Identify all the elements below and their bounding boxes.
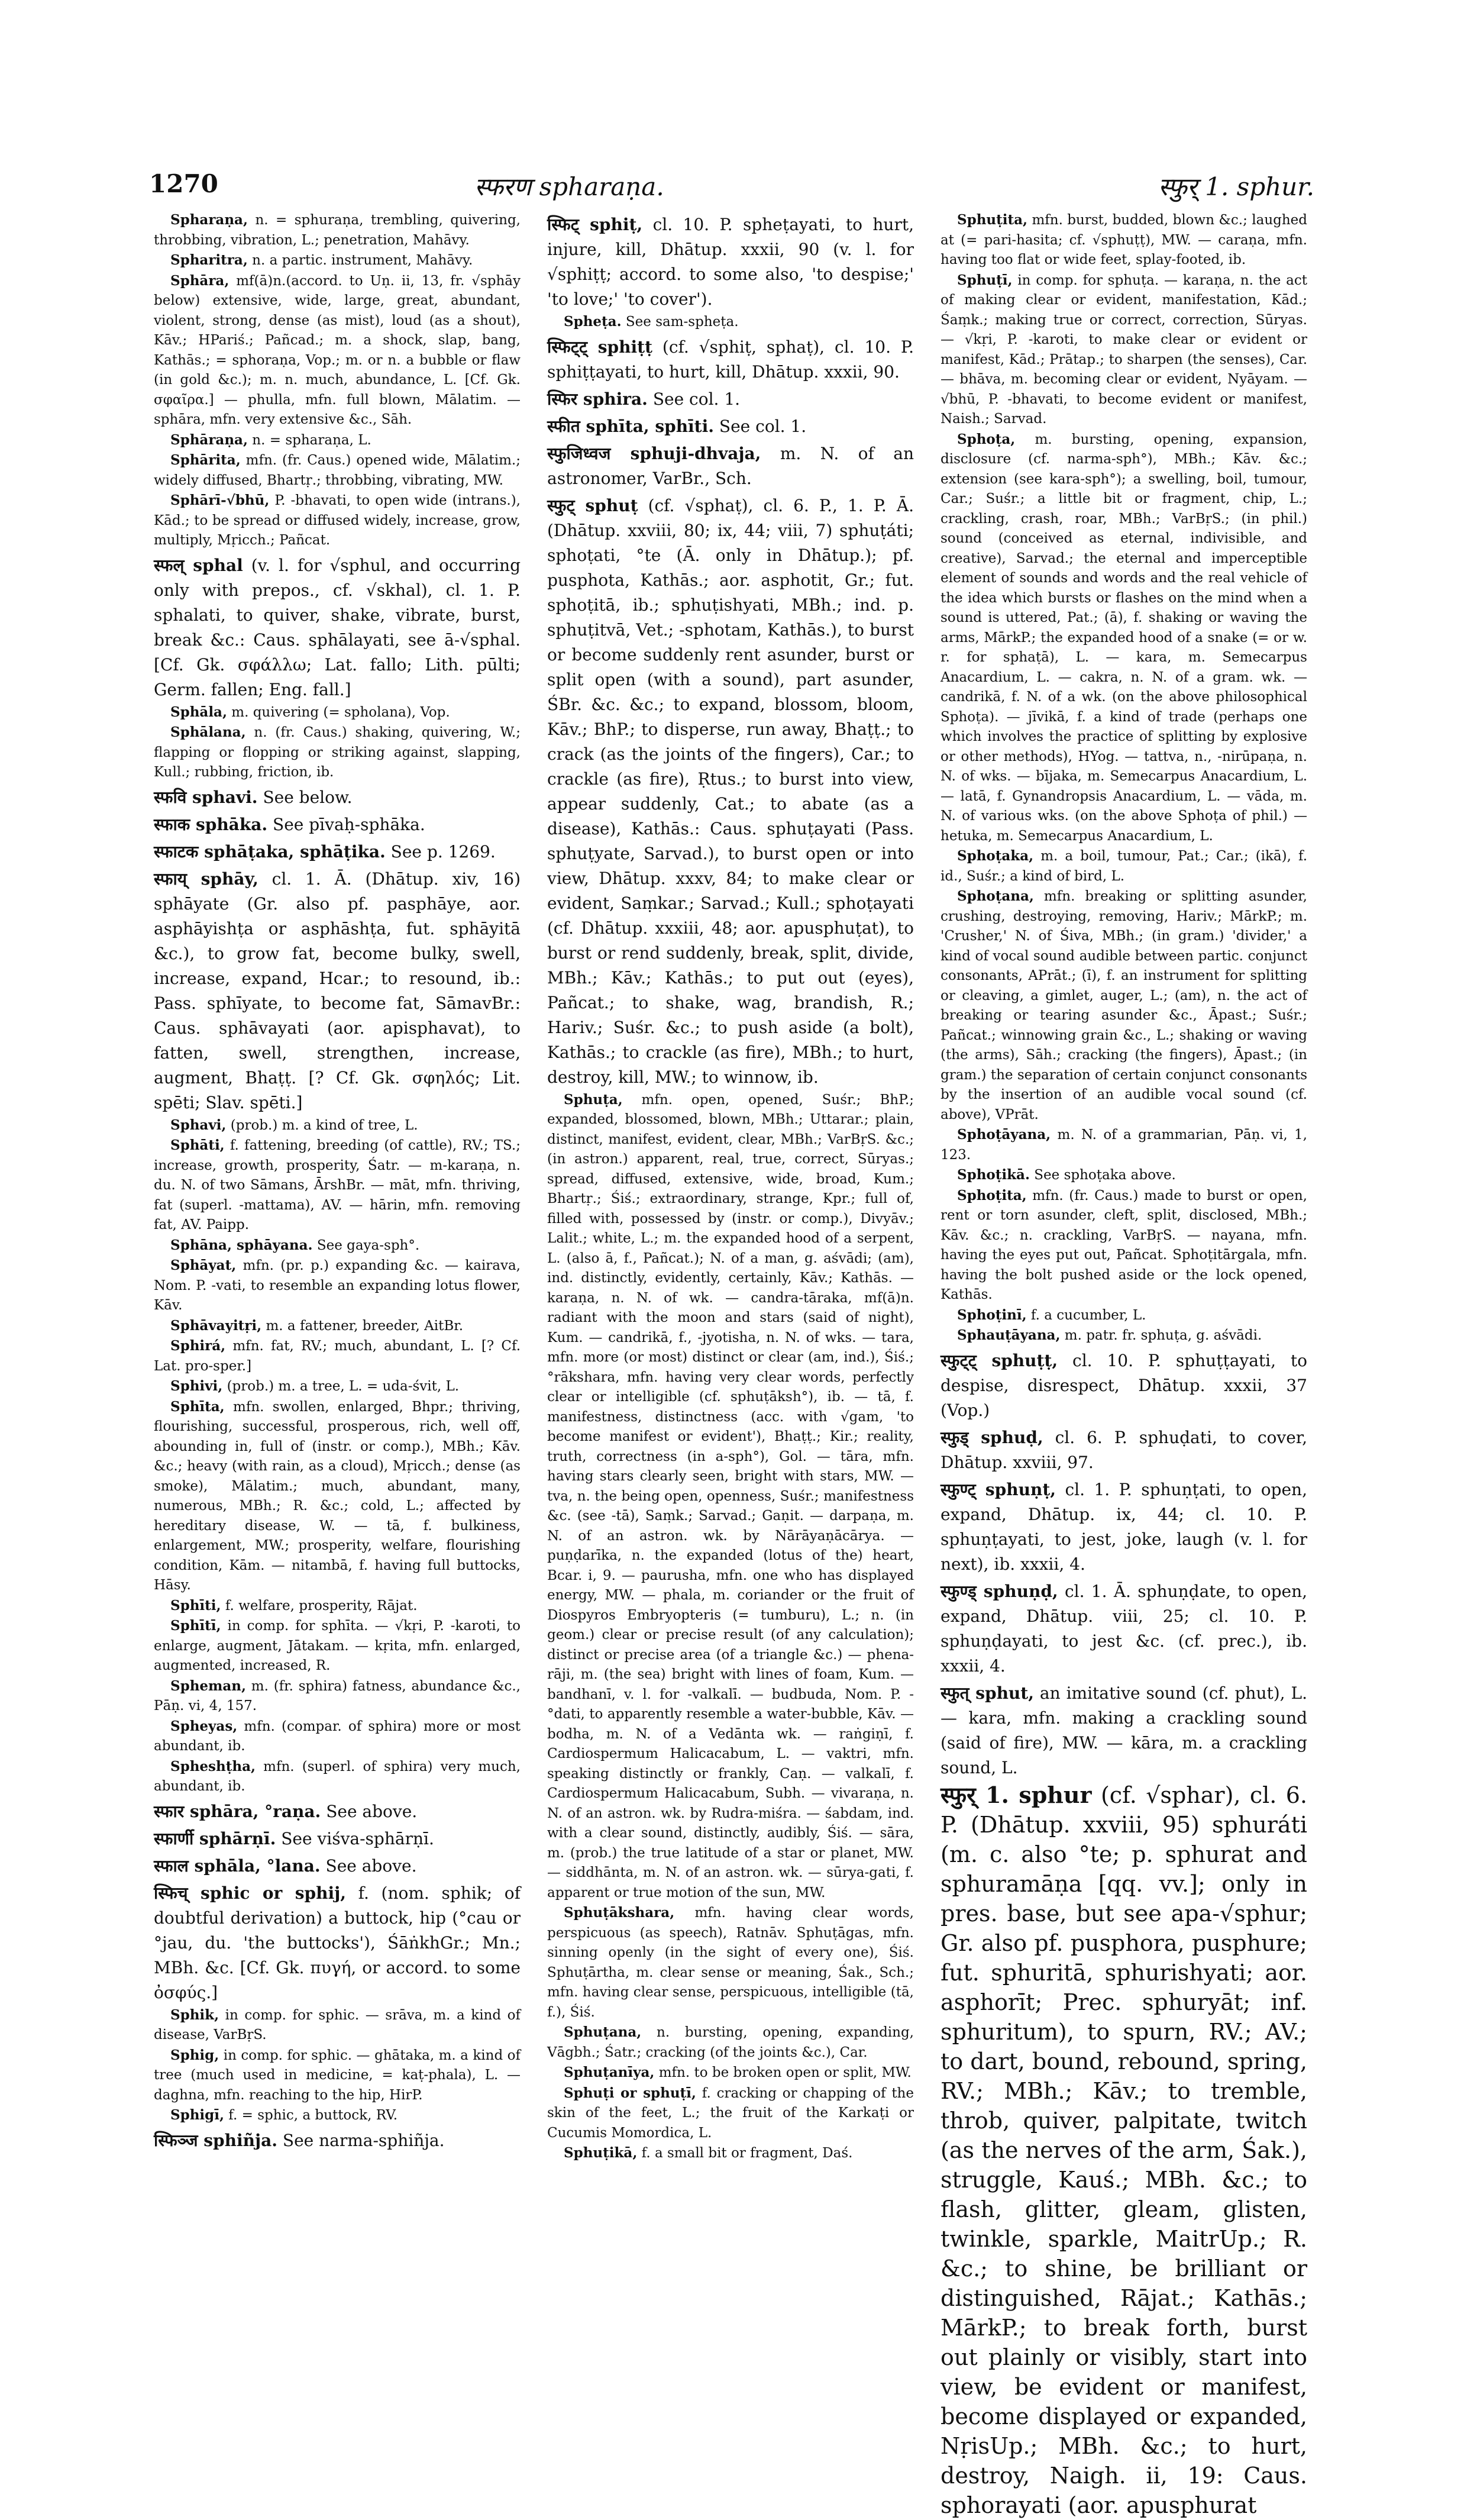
dictionary-entry xyxy=(154,2128,521,2153)
dictionary-entry xyxy=(941,1125,1307,1165)
entry-definition: cl. 10. P. sphuṭṭayati, to despise, disrespect, Dhātup. xxxii, 37 (Vop.) xyxy=(941,1350,1308,1420)
entry-definition: mfn. breaking or splitting asunder, crushing, destroying, removing, Hariv.; MārkP.; m. 'Crusher,' N. of Śiva, MBh.; (in gram.) 'divider,' a kind of vocal sound audible between partic. conjunct consonants, APrāt.; (ī), f. an instrument for splitting or cleaving, a gimlet, auger, L.; (am), n. the act of breaking or tearing asunder &c., Āpast.; Suśr.; Pañcat.; winnowing grain &c., L.; shaking or waving (the arms), Sāh.; cracking (the fingers), Āpast.; (in gram.) the separation of certain conjunct consonants by the insertion of an audible vocal sound (cf. above), VPrāt. xyxy=(941,889,1307,1122)
dictionary-entry xyxy=(941,1348,1307,1423)
entry-headword: Sphuṭita, xyxy=(957,212,1028,228)
entry-headword: स्फवि sphavi. xyxy=(154,787,258,807)
dictionary-entry xyxy=(941,1780,1307,2520)
dictionary-entry xyxy=(154,1256,521,1316)
entry-headword: Sphoṭita, xyxy=(957,1187,1027,1203)
entry-definition: mfn. swollen, enlarged, Bhpr.; thriving, flourishing, successful, prosperous, rich, well off, abounding in, full of (instr. or comp.), MBh.; Kāv. &c.; heavy (with rain, as a cloud), Mṛicch.; dense (as smoke), Mālatim.; much, abundant, many, numerous, MBh.; R. &c.; cold, L.; affected by hereditary disease, W. — tā, f. bulkiness, enlargement, MW.; prosperity, welfare, flourishing condition, Kām. — nitambā, f. having full buttocks, Hāsy. xyxy=(154,1399,521,1593)
entry-headword: Sphoṭaka, xyxy=(957,848,1034,864)
entry-definition: mfn. open, opened, Suśr.; BhP.; expanded, blossomed, blown, MBh.; Uttarar.; plain, distinct, manifest, evident, clear, MBh.; VarBṛS. &c.; (in astron.) apparent, real, true, correct, Sūryas.; spread, diffused, extensive, wide, broad, Kum.; Bhartṛ.; Śiś.; extraordinary, strange, Kpr.; full of, filled with, possessed by (instr. or comp.), Divyāv.; Lalit.; white, L.; m. the expanded hood of a serpent, L. (also ā, f., Pañcat.); N. of a man, g. aśvādi; (am), ind. distinctly, evidently, certainly, Kāv.; Kathās. — karaṇa, n. N. of wk. — candra-tāraka, mf(ā)n. radiant with the moon and stars (said of night), Kum. — candrikā, f., -jyotisha, n. N. of wks. — tara, mfn. more (or most) distinct or clear (am, ind.), Śiś.; °rākshara, mfn. having very clear words, perfectly clear or intelligible (cf. sphuṭāksh°), ib. — tā, f. manifestness, distinctness (acc. with √gam, 'to become manifest or evident'), Bhaṭṭ.; Kir.; reality, truth, correctness (in a-sph°), Gol. — tāra, mfn. having stars clearly seen, bright with stars, MW. — tva, n. the being open, openness, Suśr.; manifestness &c. (see -tā), Saṃk.; Sarvad.; Gaṇit. — darpaṇa, m. N. of an astron. wk. by Nārāyaṇācārya. — puṇḍarīka, n. the expanded (lotus of the) heart, Bcar. i, 9. — paurusha, mfn. one who has displayed energy, MW. — phala, m. coriander or the fruit of Diospyros Embryopteris (= tumburu), L.; n. (in geom.) clear or precise result (of any calculation); distinct or precise area (of a triangle &c.) — phena-rāji, m. (the sea) bright with lines of foam, Kum. — bandhanī, v. l. for -valkalī. — budbuda, Nom. P. -°dati, to apparently resemble a water-bubble, Kāv. — bodha, m. N. of a Vedānta wk. — raṅgiṇī, f. Cardiospermum Halicacabum, L. — vaktri, mfn. speaking distinctly or frankly, Caṇ. — valkalī, f. Cardiospermum Halicacabum, Subh. — vivaraṇa, n. N. of an astron. wk. by Rudra-miśra. — śabdam, ind. with a clear sound, distinctly, audibly, Śiś. — sāra, m. (prob.) the true latitude of a star or planet, MW. — siddhānta, m. N. of an astron. wk. — sūrya-gati, f. apparent or true motion of the sun, MW. xyxy=(547,1092,914,1901)
entry-headword: स्फिञ्ज sphiñja. xyxy=(154,2130,277,2150)
entry-headword: Sphoṭikā. xyxy=(957,1167,1030,1183)
dictionary-entry xyxy=(941,1579,1307,1679)
entry-definition: mfn. fat, RV.; much, abundant, L. [? Cf. Lat. pro-sper.] xyxy=(154,1338,521,1374)
entry-definition: in comp. for sphuṭa. — karaṇa, n. the act of making clear or evident, manifestation, Kād.; Śaṃk.; making true or correct, correction, Sūryas. — √kṛi, P. -karoti, to make clear or evident or manifest, Kād.; Prātap.; to sharpen (the senses), Car. — bhāva, m. becoming clear or evident, Nyāyam. — √bhū, P. -bhavati, to become evident or manifest, Naish.; Sarvad. xyxy=(941,272,1307,427)
dictionary-entry xyxy=(154,722,521,783)
entry-definition: (cf. √sphar), cl. 6. P. (Dhātup. xxviii, 95) sphuráti (m. c. also °te; p. sphurat and sphuramāṇa [qq. vv.]; only in pres. base, but see apa-√sphur; Gr. also pf. pusphora, pusphure; fut. sphuritā, sphurishyati; aor. asphorīt; Prec. sphuryāt; inf. sphuritum), to spurn, RV.; AV.; to dart, bound, rebound, spring, RV.; MBh.; Kāv.; to tremble, throb, quiver, palpitate, twitch (as the nerves of the arm, Śak.), struggle, Kauś.; MBh. &c.; to flash, glitter, gleam, glisten, twinkle, sparkle, MaitrUp.; R. &c.; to shine, be brilliant or distinguished, Rājat.; Kathās.; MārkP.; to break forth, burst out plainly or visibly, start into view, be evident or manifest, become displayed or expanded, NṛisUp.; MBh. &c.; to hurt, destroy, Naigh. ii, 19: Caus. sphorayati (aor. apusphurat xyxy=(941,1782,1307,2518)
dictionary-column-2 xyxy=(547,210,914,2161)
dictionary-entry xyxy=(154,1397,521,1596)
entry-definition: f. (nom. sphik; of doubtful derivation) a buttock, hip (°cau or °jau, du. 'the buttocks'), ŚāṅkhGr.; Mn.; MBh. &c. [Cf. Gk. πυγή, or accord. to some ὀσφύς.] xyxy=(154,1883,521,2002)
entry-headword: स्फुट्ट् sphuṭṭ, xyxy=(941,1350,1058,1370)
dictionary-entry xyxy=(154,1616,521,1676)
entry-headword: Sphavi, xyxy=(170,1117,227,1133)
entry-definition: m. (fr. sphira) fatness, abundance &c., Pāṇ. vi, 4, 157. xyxy=(154,1678,521,1714)
entry-definition: mfn. (superl. of sphira) very much, abundant, ib. xyxy=(154,1758,521,1794)
dictionary-entry xyxy=(547,2022,914,2063)
dictionary-entry xyxy=(941,430,1307,847)
entry-definition: (prob.) m. a kind of tree, L. xyxy=(226,1117,418,1133)
entry-headword: स्फुजिध्वज sphuji-dhvaja, xyxy=(547,443,761,463)
dictionary-entry xyxy=(154,812,521,837)
entry-headword: Sphuṭa, xyxy=(564,1091,623,1108)
dictionary-entry xyxy=(154,491,521,551)
entry-definition: n. (fr. Caus.) shaking, quivering, W.; flapping or flopping or striking against, slapping, Kull.; rubbing, friction, ib. xyxy=(154,725,521,780)
entry-definition: f. a small bit or fragment, Daś. xyxy=(637,2145,853,2161)
dictionary-column-3 xyxy=(941,210,1308,2518)
entry-definition: mf(ā)n.(accord. to Uṇ. ii, 13, fr. √sphāy below) extensive, wide, large, great, abundant, violent, strong, dense (as mist), loud (as a shout), Kāv.; HPariś.; Pañcad.; m. a shock, slap, bang, Kathās.; = sphoraṇa, Vop.; m. or n. a bubble or flaw (in gold &c.); m. n. much, abundance, L. [Cf. Gk. σφαῖρα.] — phulla, mfn. full blown, Mālatim. — sphāra, mfn. very extensive &c., Sāh. xyxy=(154,273,521,427)
right-running-headword: स्फुर् 1. sphur. xyxy=(1158,172,1314,201)
dictionary-entry xyxy=(154,702,521,723)
dictionary-entry xyxy=(941,1186,1307,1305)
entry-definition: n. bursting, opening, expanding, Vāgbh.; Śatr.; cracking (of the joints &c.), Car. xyxy=(547,2025,914,2060)
entry-headword: स्फिर sphira. xyxy=(547,389,648,409)
entry-definition: See viśva-sphārṇī. xyxy=(276,1828,434,1848)
entry-definition: f. = sphic, a buttock, RV. xyxy=(224,2108,398,2123)
entry-definition: cl. 6. P. sphuḍati, to cover, Dhātup. xxviii, 97. xyxy=(941,1427,1307,1472)
entry-definition: See col. 1. xyxy=(647,389,741,409)
entry-headword: Sphārī-√bhū, xyxy=(170,492,270,508)
dictionary-entry xyxy=(154,1115,521,1136)
dictionary-entry xyxy=(154,1757,521,1797)
entry-headword: स्फाटक sphāṭaka, sphāṭika. xyxy=(154,841,386,861)
dictionary-entry xyxy=(941,1425,1307,1475)
dictionary-entry xyxy=(547,212,914,312)
entry-headword: स्फुण्ड् sphuṇḍ, xyxy=(941,1581,1058,1601)
page-number: 1270 xyxy=(149,169,218,198)
dictionary-entry xyxy=(547,2063,914,2083)
entry-headword: Sphirá, xyxy=(170,1338,226,1354)
dictionary-entry xyxy=(941,1477,1307,1577)
entry-definition: See pīvaḥ-sphāka. xyxy=(267,814,425,834)
entry-definition: See gaya-sph°. xyxy=(312,1237,420,1253)
entry-definition: See sphoṭaka above. xyxy=(1029,1167,1176,1183)
entry-definition: See sam-spheṭa. xyxy=(621,314,739,330)
entry-definition: in comp. for sphīta. — √kṛi, P. -karoti, to enlarge, augment, Jātakam. — kṛita, mfn. enlarged, augmented, increased, R. xyxy=(154,1618,521,1673)
entry-definition: cl. 1. Ā. (Dhātup. xiv, 16) sphāyate (Gr. also pf. pasphāye, aor. asphāyishṭa or asphāshṭa, fut. sphāyitā &c.), to grow fat, become bulky, swell, increase, expand, Hcar.; to resound, ib.: Pass. sphīyate, to become fat, SāmavBr.: Caus. sphāvayati (aor. apisphavat), to fatten, swell, strengthen, increase, augment, Bhaṭṭ. [? Cf. Gk. σφηλός; Lit. spēti; Slav. spēti.] xyxy=(154,869,521,1112)
entry-definition: mfn. burst, budded, blown &c.; laughed at (= pari-hasita; cf. √sphuṭṭ), MW. — caraṇa, mfn. having too flat or wide feet, splay-footed, ib. xyxy=(941,212,1307,267)
dictionary-entry xyxy=(154,2105,521,2126)
entry-headword: स्फिच् sphic or sphij, xyxy=(154,1883,346,1903)
entry-definition: m. a fattener, breeder, AitBr. xyxy=(261,1318,464,1334)
entry-headword: Sphuṭana, xyxy=(564,2024,642,2040)
dictionary-entry xyxy=(154,1376,521,1397)
entry-definition: mfn. (fr. Caus.) made to burst or open, rent or torn asunder, cleft, split, disclosed, MBh.; Kāv. &c.; n. crackling, VarBṛS. — nayana, mfn. having the eyes put out, Pañcat. Sphoṭitārgala, mfn. having the bolt pushed aside or the lock opened, Kathās. xyxy=(941,1188,1307,1302)
dictionary-entry xyxy=(941,210,1307,270)
dictionary-entry xyxy=(154,1336,521,1376)
entry-headword: Sphoṭāyana, xyxy=(957,1127,1051,1143)
entry-definition: mfn. having clear words, perspicuous (as speech), Ratnāv. Sphuṭāgas, mfn. sinning openly (in the sight of every one), Śiś. Sphuṭārtha, m. clear sense or meaning, Śak., Sch.; mfn. having clear sense, perspicuous, intelligible (tā, f.), Śiś. xyxy=(547,1905,914,2020)
entry-headword: Sphuṭi or sphuṭī, xyxy=(564,2085,696,2101)
entry-definition: m. N. of an astronomer, VarBr., Sch. xyxy=(547,443,914,488)
entry-headword: स्फाय् sphāy, xyxy=(154,869,258,889)
entry-definition: cl. 1. Ā. sphuṇḍate, to open, expand, Dhātup. viii, 25; cl. 10. P. sphuṇḍayati, to jest &c. (cf. prec.), ib. xxxii, 4. xyxy=(941,1581,1307,1676)
entry-headword: स्फार्णी sphārṇī. xyxy=(154,1828,276,1848)
entry-headword: Sphoṭa, xyxy=(957,431,1016,447)
entry-headword: Sphīti, xyxy=(170,1597,221,1614)
dictionary-entry xyxy=(154,1676,521,1716)
dictionary-entry xyxy=(941,1165,1307,1186)
entry-definition: f. cracking or chapping of the skin of the feet, L.; the fruit of the Karkaṭi or Cucumis Momordica, L. xyxy=(547,2085,914,2141)
dictionary-column-1 xyxy=(154,210,521,2150)
entry-headword: स्फार sphāra, °raṇa. xyxy=(154,1801,321,1821)
entry-headword: Sphāna, sphāyana. xyxy=(170,1237,313,1253)
entry-headword: Sphāra, xyxy=(170,272,230,289)
entry-headword: Spheyas, xyxy=(170,1718,238,1734)
entry-definition: in comp. for sphic. — ghātaka, m. a kind of tree (much used in medicine, = kaṭ-phala), L. — daghna, mfn. reaching to the hip, HirP. xyxy=(154,2047,521,2103)
entry-headword: स्फिट् sphiṭ, xyxy=(547,215,643,234)
dictionary-entry xyxy=(154,1827,521,1851)
dictionary-entry xyxy=(547,2083,914,2144)
entry-headword: Sphāla, xyxy=(170,704,227,720)
entry-headword: Sphig, xyxy=(170,2047,219,2063)
entry-headword: Sphīta, xyxy=(170,1398,225,1415)
entry-definition: m. quivering (= spholana), Vop. xyxy=(227,704,450,720)
dictionary-entry xyxy=(154,210,521,250)
entry-definition: n. a partic. instrument, Mahāvy. xyxy=(247,253,473,268)
dictionary-entry xyxy=(547,312,914,333)
entry-definition: m. a boil, tumour, Pat.; Car.; (ikā), f. id., Suśr.; a kind of bird, L. xyxy=(941,848,1307,884)
dictionary-entry xyxy=(547,335,914,385)
entry-headword: Sphītī, xyxy=(170,1618,221,1634)
dictionary-entry xyxy=(154,1235,521,1256)
dictionary-entry xyxy=(941,1325,1307,1346)
entry-definition: mfn. (fr. Caus.) opened wide, Mālatim.; widely diffused, Bhartṛ.; throbbing, vibrating, MW. xyxy=(154,453,521,488)
entry-definition: (prob.) m. a tree, L. = uda-śvit, L. xyxy=(222,1379,460,1394)
dictionary-entry xyxy=(154,1135,521,1235)
entry-headword: Sphārita, xyxy=(170,452,241,468)
entry-headword: स्फुड् sphuḍ, xyxy=(941,1427,1043,1447)
entry-definition: See above. xyxy=(320,1856,417,1876)
entry-headword: Sphigī, xyxy=(170,2107,224,2123)
entry-definition: See above. xyxy=(321,1801,418,1821)
left-running-headword: स्फरण spharaṇa. xyxy=(474,172,664,201)
entry-definition: m. patr. fr. sphuṭa, g. aśvādi. xyxy=(1060,1328,1262,1343)
entry-headword: Sphik, xyxy=(170,2006,219,2023)
dictionary-entry xyxy=(154,840,521,864)
dictionary-entry xyxy=(154,867,521,1115)
entry-definition: f. fattening, breeding (of cattle), RV.; TS.; increase, growth, prosperity, Śatr. — m-karaṇa, n. du. N. of two Sāmans, ĀrshBr. — māt, mfn. thriving, fat (superl. -mattama), AV. — hārin, mfn. removing fat, AV. Paipp. xyxy=(154,1138,521,1232)
entry-headword: Sphauṭāyana, xyxy=(957,1327,1061,1343)
dictionary-entry xyxy=(941,886,1307,1125)
entry-headword: Sphuṭī, xyxy=(957,272,1013,288)
entry-definition: (cf. √sphaṭ), cl. 6. P., 1. P. Ā. (Dhātup. xxviii, 80; ix, 44; viii, 7) sphuṭáti; sphoṭati, °te (Ā. only in Dhātup.); pf. pusphota, Kathās.; aor. asphotit, Gr.; fut. sphoṭitā, ib.; sphuṭishyati, MBh.; ind. p. sphuṭitvā, Vet.; -sphotam, Kathās.), to burst or become suddenly rent asunder, burst or split open (with a sound), part asunder, ŚBr. &c. &c.; to expand, blossom, bloom, Kāv.; BhP.; to disperse, run away, Bhaṭṭ.; to crack (as the joints of the fingers), Car.; to crackle (as fire), Ṛtus.; to burst into view, appear suddenly, Cat.; to abate (as a disease), Kathās.: Caus. sphuṭayati (Pass. sphuṭyate, Sarvad.), to burst open or into view, Dhātup. xxxv, 84; to make clear or evident, Saṃkar.; Sarvad.; Kull.; sphoṭayati (cf. Dhātup. xxxiii, 48; aor. apusphuṭat), to burst or rend suddenly, break, split, divide, MBh.; Kāv.; Kathās.; to put out (eyes), Pañcat.; to shake, wag, brandish, R.; Hariv.; Suśr. &c.; to push aside (a bolt), Kathās.; to crackle (as fire), MBh.; to hurt, destroy, kill, MW.; to winnow, ib. xyxy=(547,495,914,1087)
entry-headword: स्फल् sphal xyxy=(154,555,243,575)
entry-definition: P. -bhavati, to open wide (intrans.), Kād.; to be spread or diffused widely, increase, grow, multiply, Mṛicch.; Pañcat. xyxy=(154,493,521,548)
entry-definition: f. a cucumber, L. xyxy=(1026,1307,1146,1323)
entry-headword: स्फुण्ट् sphuṇṭ, xyxy=(941,1479,1056,1499)
dictionary-entry xyxy=(154,430,521,451)
dictionary-entry xyxy=(547,1090,914,1903)
entry-headword: Sphāti, xyxy=(170,1137,225,1153)
entry-definition: mfn. to be broken open or split, MW. xyxy=(654,2065,912,2080)
dictionary-entry xyxy=(154,1596,521,1616)
dictionary-entry xyxy=(547,493,914,1090)
entry-headword: स्फाक sphāka. xyxy=(154,814,268,834)
entry-definition: an imitative sound (cf. phut), L. — kara, mfn. making a crackling sound (said of fire), MW. — kāra, m. a crackling sound, L. xyxy=(941,1683,1307,1777)
entry-headword: Sphuṭākshara, xyxy=(564,1905,675,1921)
entry-headword: Sphuṭanīya, xyxy=(564,2064,655,2080)
entry-headword: Sphāraṇa, xyxy=(170,431,248,448)
dictionary-entry xyxy=(941,270,1307,430)
entry-definition: n. = sphuraṇa, trembling, quivering, throbbing, vibration, L.; penetration, Mahāvy. xyxy=(154,212,521,248)
entry-definition: See p. 1269. xyxy=(385,841,496,861)
entry-definition: n. = spharaṇa, L. xyxy=(247,432,371,448)
entry-headword: Sphāvayitṛi, xyxy=(170,1317,262,1334)
entry-definition: See col. 1. xyxy=(714,416,807,436)
entry-headword: Sphālana, xyxy=(170,724,246,740)
entry-headword: Spheshṭha, xyxy=(170,1758,256,1774)
entry-definition: (v. l. for √sphul, and occurring only with prepos., cf. √skhal), cl. 1. P. sphalati, to quiver, shake, vibrate, burst, break &c.: Caus. sphālayati, see ā-√sphal. [Cf. Gk. σφάλλω; Lat. fallo; Lith. pūlti; Germ. fallen; Eng. fall.] xyxy=(154,555,521,699)
entry-headword: Spheṭa. xyxy=(564,314,622,330)
dictionary-entry xyxy=(154,250,521,271)
dictionary-entry xyxy=(154,1799,521,1824)
entry-definition: m. bursting, opening, expansion, disclosure (cf. narma-sph°), MBh.; Kāv. &c.; extension (see kara-sph°); a swelling, boil, tumour, Car.; Suśr.; a little bit or fragment, chip, L.; crackling, crash, roar, MBh.; VarBṛS.; (in phil.) sound (conceived as eternal, indivisible, and creative), Sarvad.; the eternal and imperceptible element of sounds and words and the real vehicle of the idea which bursts or flashes on the mind when a sound is uttered, Pat.; (ā), f. shaking or waving the arms, MārkP.; the expanded hood of a snake (= or w. r. for sphaṭā), L. — kara, m. Semecarpus Anacardium, L. — cakra, n. N. of a gram. wk. — candrikā, f. N. of a wk. (on the above philosophical Sphoṭa). — jīvikā, f. a kind of trade (perhaps one which involves the practice of splitting by explosive or other methods), HYog. — tattva, n., -nirūpaṇa, n. N. of wks. — bījaka, m. Semecarpus Anacardium, L. — latā, f. Gynandropsis Anacardium, L. — vāda, m. N. of various wks. (on the above Sphoṭa of phil.) — hetuka, m. Semecarpus Anacardium, L. xyxy=(941,431,1307,844)
entry-headword: Sphuṭikā, xyxy=(564,2145,638,2161)
entry-definition: f. welfare, prosperity, Rājat. xyxy=(221,1598,418,1614)
dictionary-entry xyxy=(941,846,1307,886)
dictionary-entry xyxy=(154,271,521,430)
entry-headword: स्फीत sphīta, sphīti. xyxy=(547,416,715,436)
entry-headword: Spheman, xyxy=(170,1677,247,1694)
entry-headword: स्फाल sphāla, °lana. xyxy=(154,1856,321,1876)
dictionary-entry xyxy=(547,387,914,412)
page-header xyxy=(149,169,1314,205)
entry-headword: Spharaṇa, xyxy=(170,212,248,228)
dictionary-entry xyxy=(547,2143,914,2164)
dictionary-entry xyxy=(154,553,521,702)
entry-definition: mfn. (compar. of sphira) more or most abundant, ib. xyxy=(154,1718,521,1754)
entry-headword: Spharitra, xyxy=(170,252,248,268)
dictionary-entry xyxy=(547,414,914,439)
entry-headword: Sphāyat, xyxy=(170,1257,237,1273)
entry-definition: mfn. (pr. p.) expanding &c. — kairava, Nom. P. -vati, to resemble an expanding lotus flower, Kāv. xyxy=(154,1258,521,1313)
dictionary-entry xyxy=(154,785,521,810)
entry-definition: (cf. √sphiṭ, sphaṭ), cl. 10. P. sphiṭṭayati, to hurt, kill, Dhātup. xxxii, 90. xyxy=(547,337,914,382)
entry-definition: cl. 10. P. spheṭayati, to hurt, injure, kill, Dhātup. xxxii, 90 (v. l. for √sphiṭṭ; accord. to some also, 'to despise;' 'to love;' 'to cover'). xyxy=(547,215,914,309)
dictionary-entry xyxy=(941,1305,1307,1326)
entry-definition: See narma-sphiñja. xyxy=(277,2130,445,2150)
dictionary-entry xyxy=(154,1854,521,1879)
entry-definition: in comp. for sphic. — srāva, m. a kind of disease, VarBṛS. xyxy=(154,2007,521,2043)
entry-definition: cl. 1. P. sphuṇṭati, to open, expand, Dhātup. ix, 44; cl. 10. P. sphuṇṭayati, to jest, joke, laugh (v. l. for next), ib. xxxii, 4. xyxy=(941,1479,1307,1574)
entry-headword: Sphoṭana, xyxy=(957,888,1034,904)
entry-headword: Sphoṭinī, xyxy=(957,1306,1027,1323)
entry-definition: See below. xyxy=(257,787,353,807)
dictionary-entry xyxy=(154,2045,521,2106)
entry-headword: Sphivi, xyxy=(170,1378,223,1394)
entry-definition: m. N. of a grammarian, Pāṇ. vi, 1, 123. xyxy=(941,1127,1307,1163)
dictionary-entry xyxy=(941,1681,1307,1780)
entry-headword: स्फिट्ट् sphiṭṭ xyxy=(547,337,652,357)
dictionary-entry xyxy=(154,1316,521,1337)
entry-headword: स्फुर् 1. sphur xyxy=(941,1781,1092,1808)
dictionary-entry xyxy=(154,450,521,491)
dictionary-entry xyxy=(154,2005,521,2045)
dictionary-entry xyxy=(154,1716,521,1757)
dictionary-entry xyxy=(547,1903,914,2022)
entry-headword: स्फुत् sphut, xyxy=(941,1683,1034,1703)
dictionary-entry xyxy=(154,1881,521,2005)
dictionary-entry xyxy=(547,441,914,491)
entry-headword: स्फुट् sphuṭ xyxy=(547,495,638,515)
